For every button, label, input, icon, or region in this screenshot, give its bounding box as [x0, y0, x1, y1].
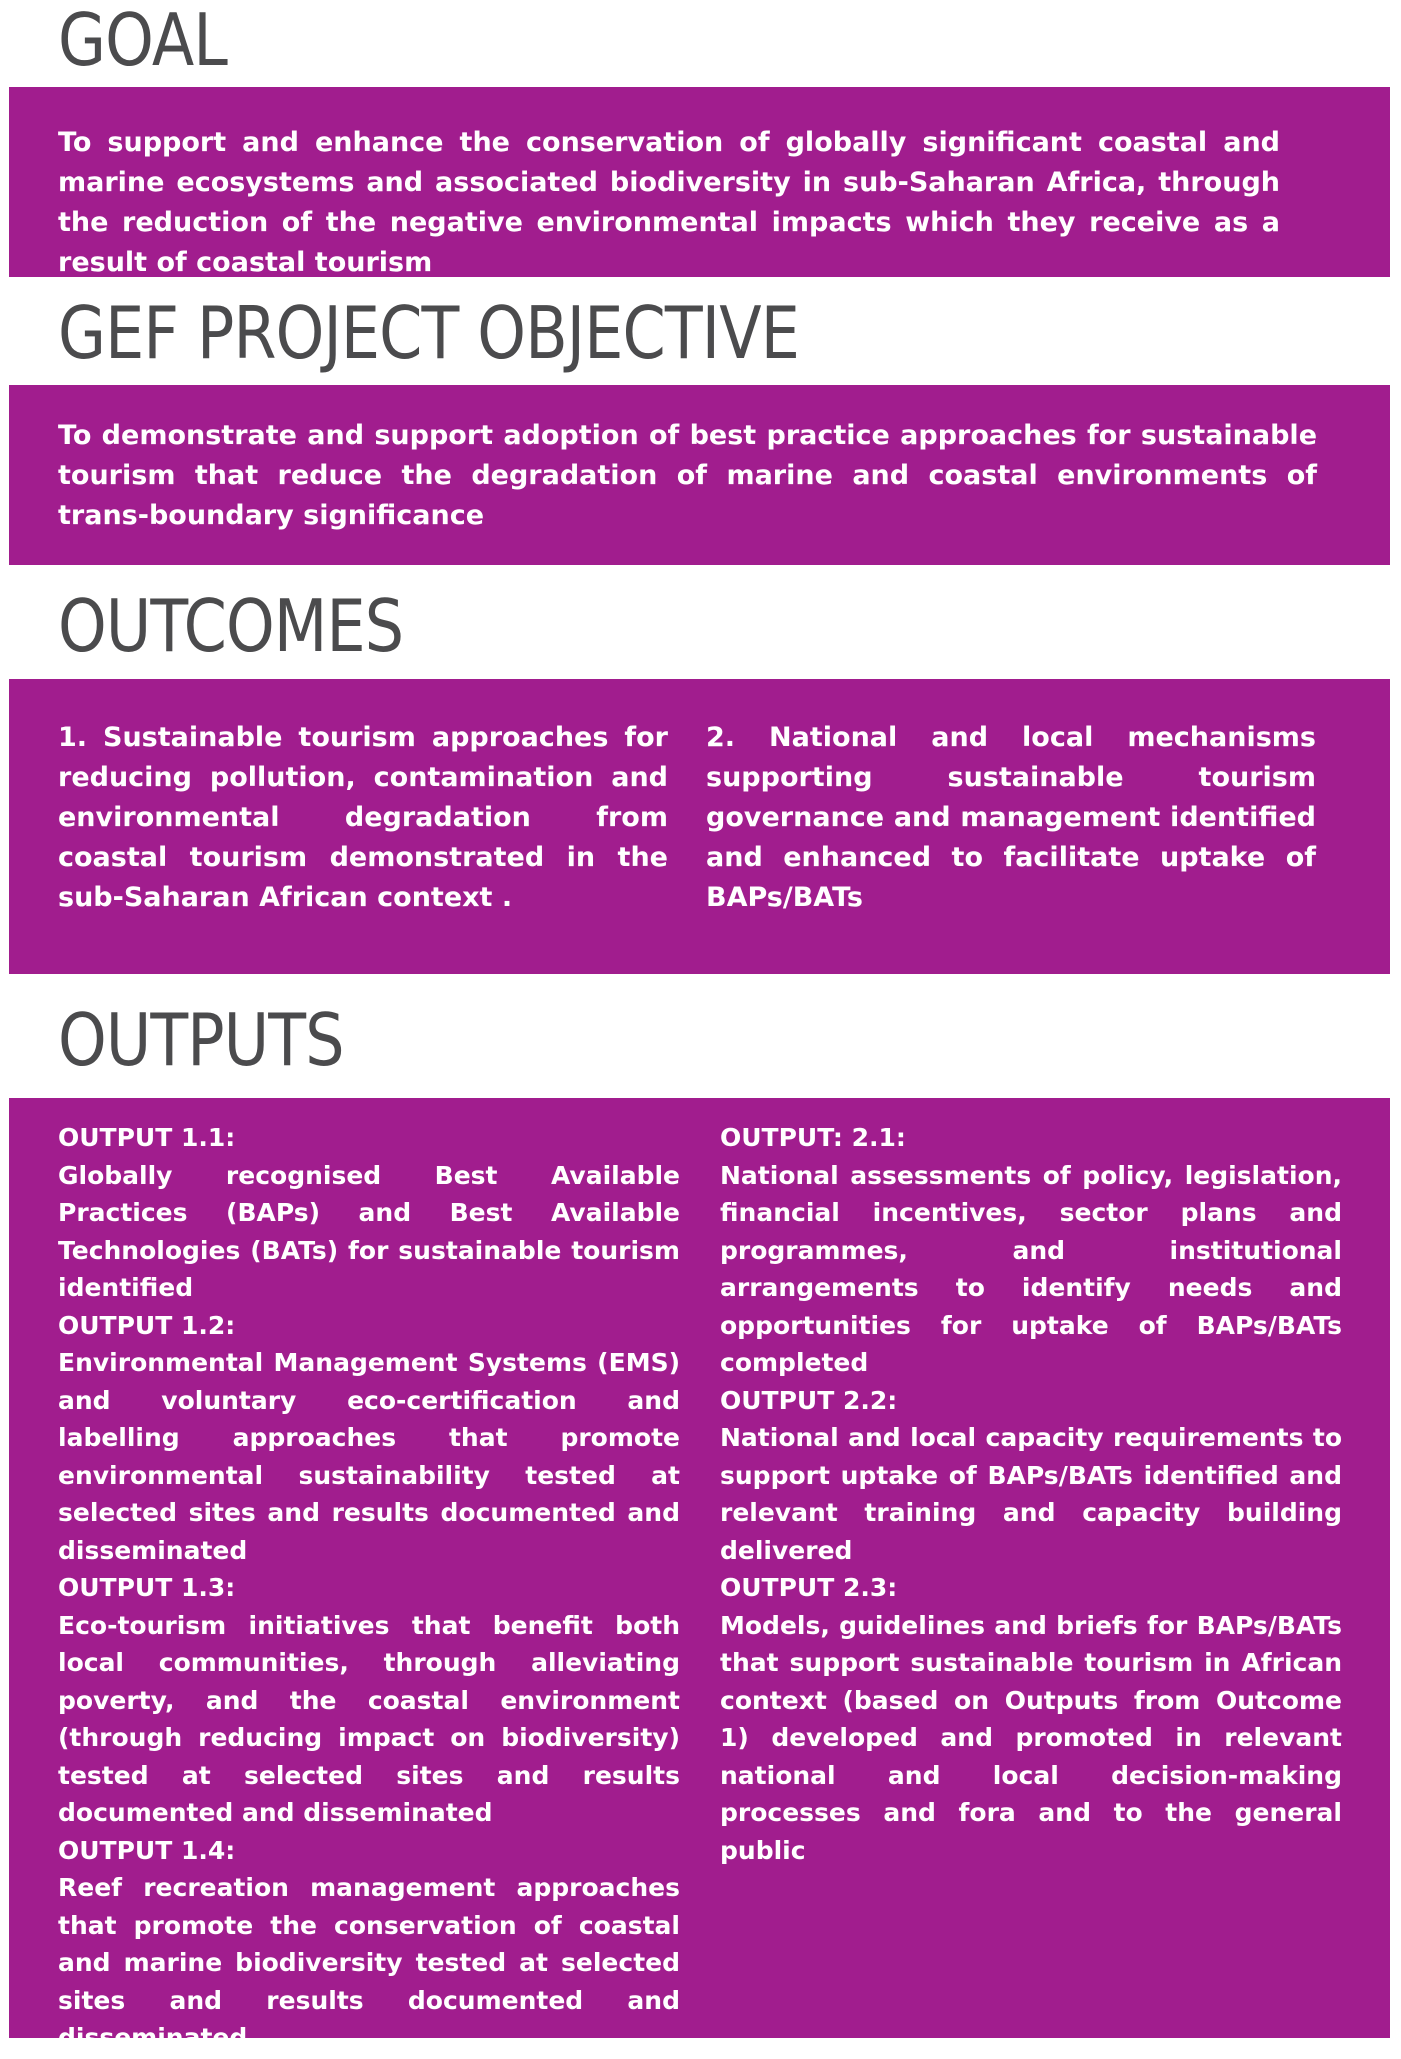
goal-box: [9, 87, 1390, 277]
output-1-3-text: Eco-tourism initiatives that benefit both local communities, through alleviating poverty, and the coastal environment (through reducing impact on biodiversity) tested at selected sites and results documented and disseminated: [58, 1610, 680, 1827]
output-1-1: [58, 1119, 680, 1307]
outputs-right-column: [720, 1119, 1342, 1869]
outcomes-heading: OUTCOMES: [58, 584, 404, 668]
outcomes-box: [9, 679, 1390, 974]
outcome-1-text: 1. Sustainable tourism approaches for reducing pollution, contamination and environmental degradation from coastal tourism demonstrated in the sub-Saharan African context .: [58, 722, 668, 913]
objective-heading: GEF PROJECT OBJECTIVE: [58, 291, 799, 375]
outputs-box: [9, 1098, 1390, 2052]
output-2-1-text: National assessments of policy, legislation, financial incentives, sector plans and programmes, and institutional arrangements to identify needs and opportunities for uptake of BAPs/BATs completed: [720, 1160, 1342, 1377]
output-1-1-title: OUTPUT 1.1:: [58, 1123, 236, 1152]
output-2-2-text: National and local capacity requirements to support uptake of BAPs/BATs identified and relevant training and capacity building delivered: [720, 1423, 1342, 1565]
output-2-2-title: OUTPUT 2.2:: [720, 1385, 898, 1415]
output-2-3-title: OUTPUT 2.3:: [720, 1573, 898, 1602]
output-1-4-text: Reef recreation management approaches that promote the conservation of coastal and marine biodiversity tested at selected sites and results documented and disseminated: [58, 1873, 680, 2052]
goal-heading: GOAL: [58, 0, 228, 82]
output-1-4-title: OUTPUT 1.4:: [58, 1835, 236, 1865]
goal-text: To support and enhance the conservation of globally significant coastal and marine ecosystems and associated biodiversity in sub-Saharan Africa, through the reduction of the negative environmental impacts which they receive as a result of coastal tourism: [58, 127, 1280, 278]
output-1-3: [58, 1569, 680, 1832]
outputs-heading: OUTPUTS: [58, 998, 344, 1082]
objective-box: [9, 385, 1390, 565]
objective-text: To demonstrate and support adoption of best practice approaches for sustainable tourism that reduce the degradation of marine and coastal environments of trans-boundary significance: [58, 420, 1317, 531]
output-1-2-text: Environmental Management Systems (EMS) and voluntary eco-certification and labelling approaches that promote environmental sustainability tested at selected sites and results documented and disseminated: [58, 1348, 680, 1565]
outputs-left-column: [58, 1119, 680, 2057]
output-2-3: [720, 1569, 1342, 1869]
output-2-1-title: OUTPUT: 2.1:: [720, 1123, 906, 1152]
output-1-2: [58, 1307, 680, 1570]
output-1-1-text: Globally recognised Best Available Practices (BAPs) and Best Available Technologies (BATs) for sustainable tourism identified: [58, 1160, 680, 1302]
output-1-2-title: OUTPUT 1.2:: [58, 1310, 236, 1340]
output-2-3-text: Models, guidelines and briefs for BAPs/BATs that support sustainable tourism in African context (based on Outputs from Outcome 1) developed and promoted in relevant national and local decision-making processes and fora and to the general public: [720, 1610, 1342, 1865]
outcome-2-text: 2. National and local mechanisms supporting sustainable tourism governance and management identified and enhanced to facilitate uptake of BAPs/BATs: [706, 722, 1316, 913]
output-1-3-title: OUTPUT 1.3:: [58, 1573, 236, 1602]
output-2-2: [720, 1382, 1342, 1570]
output-1-4: [58, 1832, 680, 2057]
output-2-1: [720, 1119, 1342, 1382]
